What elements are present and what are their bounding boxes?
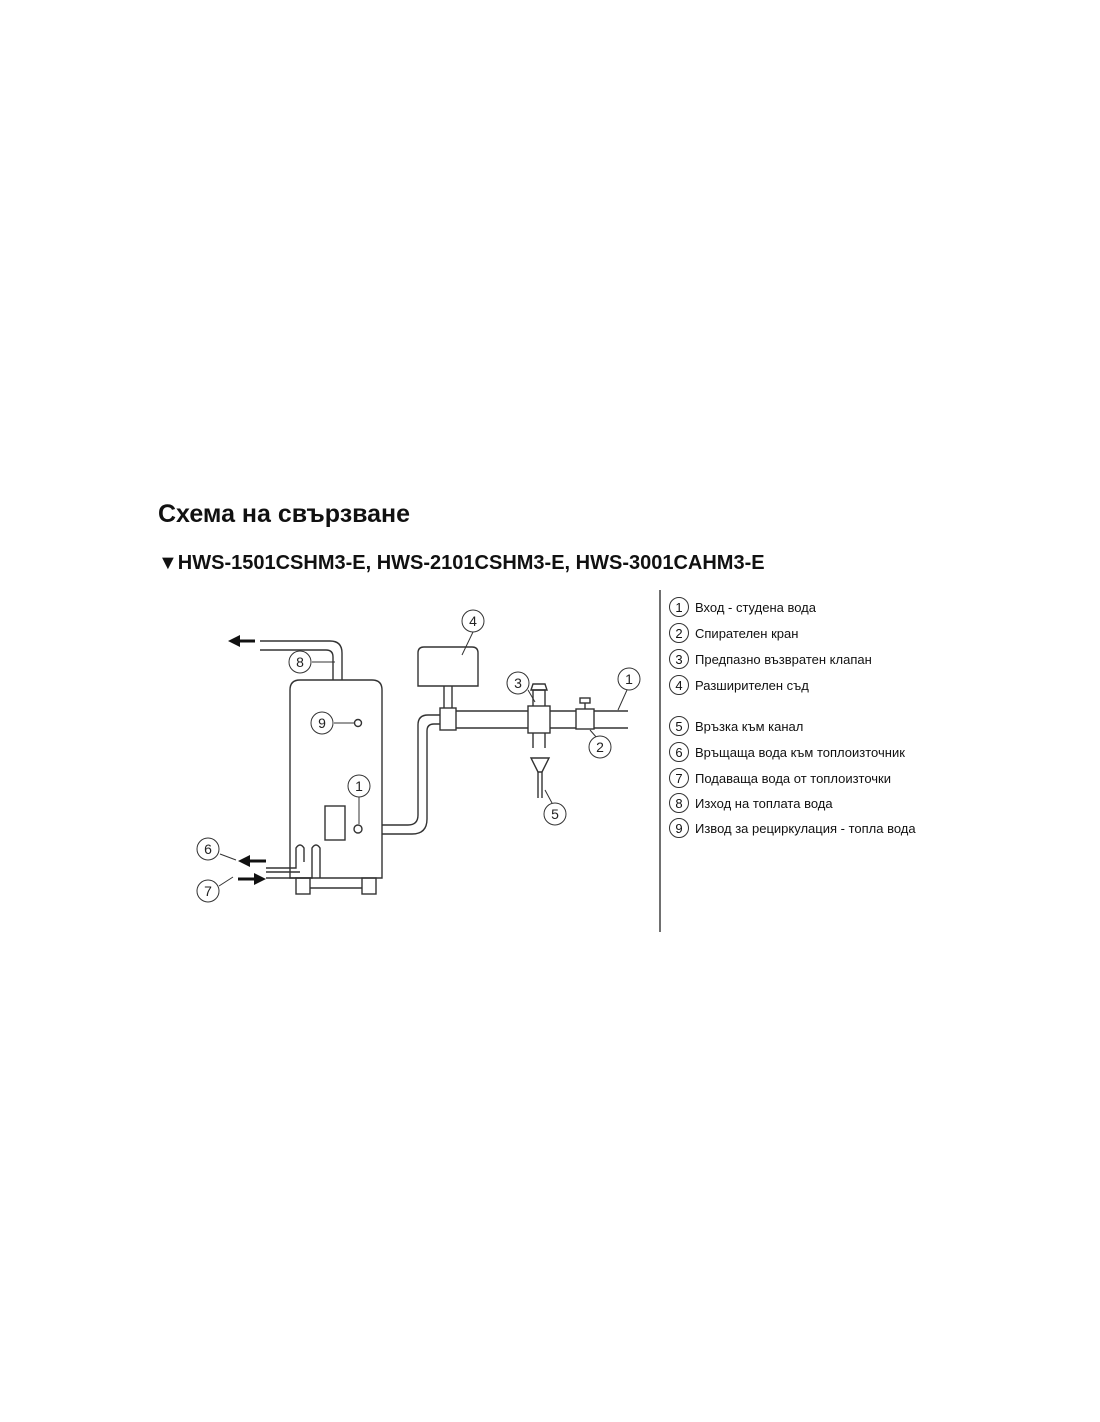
- cold-inlet-pipe: [382, 715, 440, 825]
- legend-number: 4: [669, 675, 689, 695]
- callout-1-tank: [348, 775, 370, 797]
- svg-text:4: 4: [469, 613, 477, 629]
- safety-valve: [528, 706, 550, 733]
- legend-text: Разширителен съд: [695, 677, 809, 693]
- legend-text: Вход - студена вода: [695, 599, 816, 615]
- tank-foot-left: [296, 878, 310, 894]
- legend-item: [669, 649, 872, 669]
- legend-number: 1: [669, 597, 689, 617]
- legend-number: 7: [669, 768, 689, 788]
- callout-2: [589, 736, 611, 758]
- legend-text: Предпазно възвратен клапан: [695, 651, 872, 667]
- legend-text: Връщаща вода към топлоизточник: [695, 744, 905, 760]
- legend-number: 6: [669, 742, 689, 762]
- legend-item: [669, 623, 798, 643]
- legend-text: Извод за рециркулация - топла вода: [695, 820, 916, 836]
- callout-9: [311, 712, 333, 734]
- svg-text:3: 3: [514, 675, 522, 691]
- svg-text:6: 6: [204, 841, 212, 857]
- svg-text:1: 1: [625, 671, 633, 687]
- legend-item: [669, 675, 809, 695]
- svg-text:9: 9: [318, 715, 326, 731]
- legend-number: 8: [669, 793, 689, 813]
- shut-off-valve: [576, 709, 594, 729]
- page-title: Схема на свързване: [158, 500, 411, 528]
- callout-8: [289, 651, 311, 673]
- legend-item: [669, 768, 891, 788]
- svg-text:5: 5: [551, 806, 559, 822]
- legend-item: [669, 793, 833, 813]
- callout-7: [197, 880, 219, 902]
- drain-funnel: [531, 758, 549, 772]
- legend-number: 9: [669, 818, 689, 838]
- callout-1-inlet: [618, 668, 640, 690]
- callout-5: [544, 803, 566, 825]
- callout-3: [507, 672, 529, 694]
- legend-item: [669, 597, 816, 617]
- legend-item: [669, 742, 905, 762]
- legend-number: 3: [669, 649, 689, 669]
- legend-text: Спирателен кран: [695, 625, 799, 641]
- svg-text:1: 1: [355, 778, 363, 794]
- legend-text: Връзка към канал: [695, 718, 804, 734]
- legend-item: [669, 818, 916, 838]
- svg-text:8: 8: [296, 654, 304, 670]
- callout-6: [197, 838, 219, 860]
- legend-text: Подаваща вода от топлоизточки: [695, 770, 892, 786]
- legend-number: 2: [669, 623, 689, 643]
- svg-text:2: 2: [596, 739, 604, 755]
- callout-4: [462, 610, 484, 632]
- legend-item: [669, 716, 803, 736]
- legend-text: Изход на топлата вода: [695, 795, 833, 811]
- model-list-heading: ▼HWS-1501CSHM3-E, HWS-2101CSHM3-E, HWS-3001CAHM3-E: [158, 552, 765, 574]
- tee-fitting: [440, 708, 456, 730]
- expansion-vessel: [418, 647, 478, 686]
- tank-foot-right: [362, 878, 376, 894]
- legend-number: 5: [669, 716, 689, 736]
- svg-text:7: 7: [204, 883, 212, 899]
